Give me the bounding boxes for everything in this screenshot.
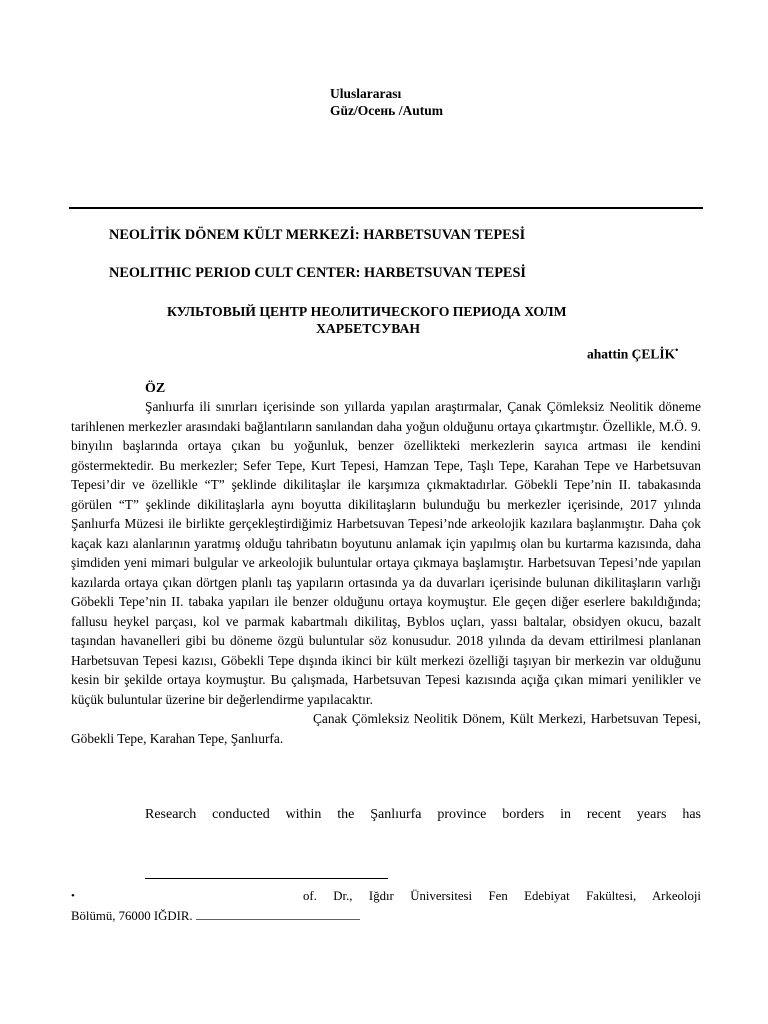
author-name: ahattin ÇELİK <box>587 346 676 362</box>
title-english: NEOLITHIC PERIOD CULT CENTER: HARBETSUVAN TEPESİ <box>109 265 526 281</box>
footnote-mark: • <box>71 890 75 902</box>
author-line <box>587 345 678 363</box>
footnote <box>71 886 701 926</box>
abstract-heading: ÖZ <box>145 381 166 396</box>
header-divider <box>69 207 703 209</box>
footnote-separator <box>145 878 388 879</box>
footnote-address: Bölümü, 76000 IĞDIR. <box>71 909 193 923</box>
abstract-body: Şanlıurfa ili sınırları içerisinde son yıllarda yapılan araştırmalar, Çanak Çömleksiz Neolitik döneme tarihlenen merkezler arasındaki bağlantıların sanılandan daha yoğun olduğunu ortaya çıkartmıştır. Özellikle, M.Ö. 9. binyılın başlarında ortaya çıkan bu yoğunluk, benzer özellikteki merkezlerin sayıca artması ile kendini göstermektedir. Bu merkezler; Sefer Tepe, Kurt Tepesi, Hamzan Tepe, Taşlı Tepe, Karahan Tepe ve Harbetsuvan Tepesi’dir ve özellikle “T” şeklinde dikilitaşlar ile karşımıza çıkmaktadırlar. Göbekli Tepe’nin II. tabakasında görülen “T” şeklinde dikilitaşlarla aynı boyutta dikilitaşların bulunduğu bu merkezler içerisinde, 2017 yılında Şanlıurfa Müzesi ile birlikte gerçekleştirdiğimiz Harbetsuvan Tepesi’nde arkeolojik kazılara başlanmıştır. Daha çok kaçak kazı alanlarının yaratmış olduğu tahribatın boyutunu anlamak için yapılmış olan bu kurtarma kazısında, daha şimdiden yeni mimari bulgular ve arkeolojik buluntular ortaya çıkmaya başlamıştır. Harbetsuvan Tepesi’nde yapılan kazılarda ortaya çıkan dörtgen planlı taş yapıların ortasında ya da duvarları içerisinde bulunan dikilitaşların varlığı Göbekli Tepe’nin II. tabaka yapıları ile benzer olduğunu ortaya koymuştur. Ele geçen diğer eserlere bakıldığında; fallusu heykel parçası, kol ve parmak kabartmalı dikilitaş, Byblos uçları, yassı baltalar, obsidyen okucu, bazalt taşından havanelleri gibi bu döneme özgü buluntular söz konusudur. 2018 yılında da devam ettirilmesi planlanan Harbetsuvan Tepesi kazısı, Göbekli Tepe dışında ikinci bir kült merkezi özelliği taşıyan bir merkezin var olduğunu kesin bir şekilde ortaya koymuştur. Bu çalışmada, Harbetsuvan Tepesi kazısında açığa çıkan mimari yenilikler ve küçük buluntular üzerine bir değerlendirme yapılacaktır. <box>71 399 701 707</box>
abstract-section <box>71 397 701 748</box>
abstract-keywords: Çanak Çömleksiz Neolitik Dönem, Kült Merkezi, Harbetsuvan Tepesi, Göbekli Tepe, Karahan Tepe, Şanlıurfa. <box>71 711 701 746</box>
title-russian-line2: ХАРБЕТСУВАН <box>316 321 420 336</box>
body-first-line: Research conducted within the Şanlıurfa province borders in recent years has <box>145 807 701 822</box>
title-russian-line1: КУЛЬТОВЫЙ ЦЕНТР НЕОЛИТИЧЕСКОГО ПЕРИОДА ХОЛМ <box>167 304 567 319</box>
journal-header-line2: Güz/Осень /Autum <box>330 103 443 118</box>
footnote-email-link[interactable] <box>196 907 360 920</box>
author-footnote-mark: • <box>675 345 679 355</box>
title-turkish: NEOLİTİK DÖNEM KÜLT MERKEZİ: HARBETSUVAN TEPESİ <box>109 227 526 243</box>
journal-header-line1: Uluslararası <box>330 86 402 101</box>
footnote-affiliation: of. Dr., Iğdır Üniversitesi Fen Edebiyat Fakültesi, Arkeoloji <box>303 889 701 903</box>
